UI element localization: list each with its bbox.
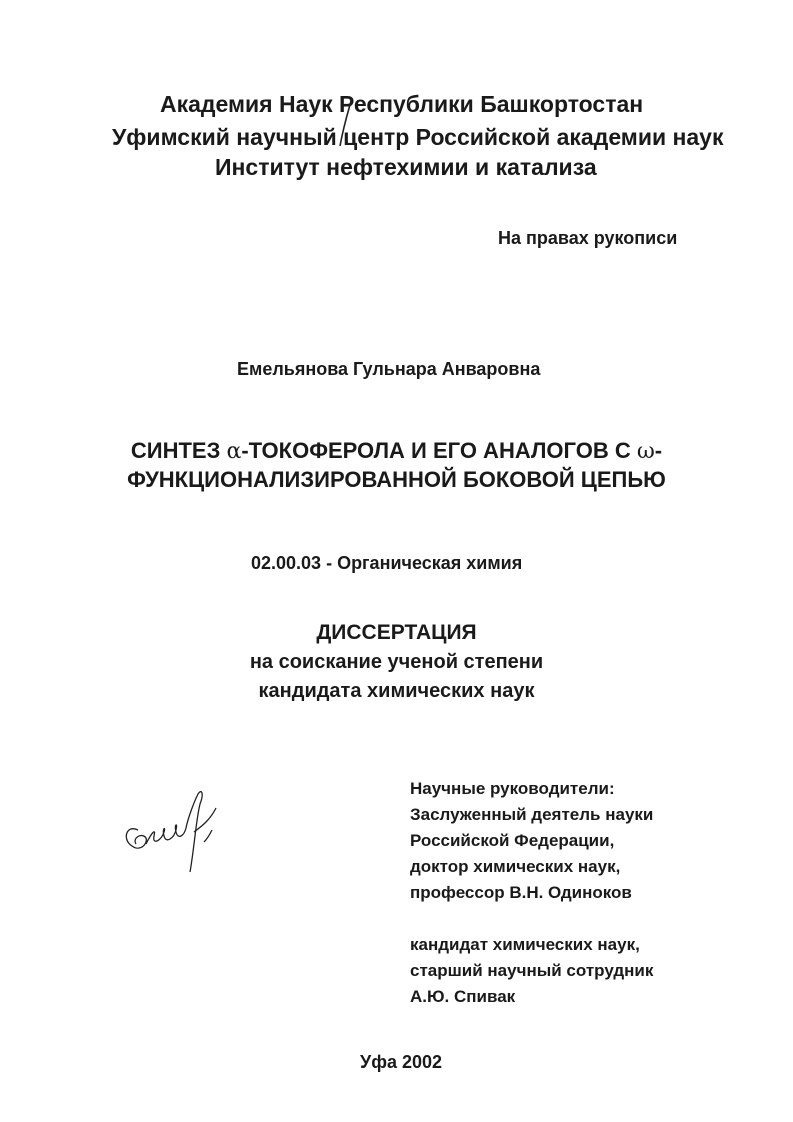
supervisor-1-line2: Российской Федерации, bbox=[410, 831, 615, 850]
title-text-1: СИНТЕЗ bbox=[130, 438, 227, 463]
author-signature bbox=[118, 780, 228, 880]
alpha-symbol: α bbox=[226, 439, 242, 464]
dissertation-heading: ДИССЕРТАЦИЯ bbox=[316, 621, 477, 644]
omega-symbol: ω bbox=[636, 439, 655, 464]
supervisor-1-line4: профессор В.Н. Одиноков bbox=[410, 883, 632, 902]
supervisor-2-line1: кандидат химических наук, bbox=[410, 935, 640, 954]
supervisors-block bbox=[410, 776, 653, 1010]
supervisors-heading: Научные руководители: bbox=[410, 779, 615, 798]
specialty: 02.00.03 - Органическая химия bbox=[251, 553, 523, 573]
supervisor-2-line2: старший научный сотрудник bbox=[410, 961, 654, 980]
title-text-2: -ТОКОФЕРОЛА И ЕГО АНАЛОГОВ С bbox=[241, 438, 637, 463]
city-year: Уфа 2002 bbox=[360, 1052, 443, 1072]
title-text-3: - bbox=[654, 438, 663, 463]
supervisor-2-line3: А.Ю. Спивак bbox=[410, 987, 516, 1006]
institute-name: Институт нефтехимии и катализа bbox=[215, 154, 597, 180]
degree-line1: на соискание ученой степени bbox=[249, 651, 544, 673]
author-name: Емельянова Гульнара Анваровна bbox=[237, 359, 541, 379]
research-center-name: Уфимский научный центр Российской академии наук bbox=[112, 124, 724, 150]
spacer bbox=[410, 906, 653, 932]
supervisor-1-line3: доктор химических наук, bbox=[410, 857, 621, 876]
rights-note: На правах рукописи bbox=[498, 228, 678, 248]
academy-name: Академия Наук Республики Башкортостан bbox=[160, 91, 644, 117]
handwritten-mark bbox=[330, 94, 360, 154]
dissertation-title-line2: ФУНКЦИОНАЛИЗИРОВАННОЙ БОКОВОЙ ЦЕПЬЮ bbox=[127, 467, 666, 492]
degree-line2: кандидата химических наук bbox=[258, 680, 535, 702]
supervisor-1-line1: Заслуженный деятель науки bbox=[410, 805, 654, 824]
